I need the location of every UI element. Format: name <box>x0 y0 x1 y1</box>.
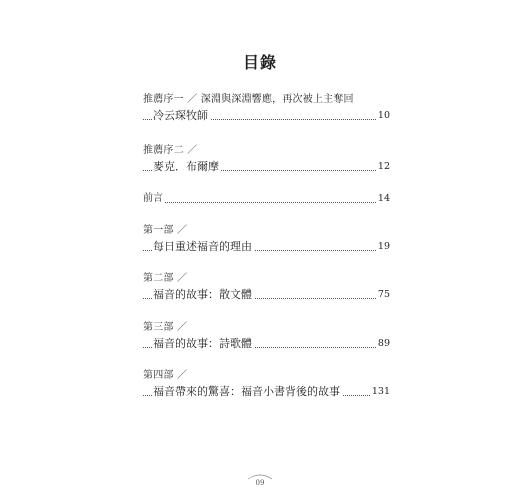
toc-section-part-3 <box>143 321 390 351</box>
toc-section-heading: 第一部 ／ <box>143 225 188 236</box>
toc-entry-label: 福音帶來的驚喜：福音小書背後的故事 <box>153 385 340 398</box>
toc-section-heading: 推薦序一 ／ 深淵與深淵響應，再次被上主奪回 <box>143 94 354 105</box>
toc-entry-page: 131 <box>371 386 390 397</box>
toc-entry[interactable] <box>143 191 390 206</box>
toc-entry[interactable] <box>143 108 390 123</box>
toc-entry-label: 每日重述福音的理由 <box>153 240 252 253</box>
toc-section-heading: 第三部 ／ <box>143 322 188 333</box>
toc-section-part-1 <box>143 224 390 254</box>
toc-section-part-4 <box>143 369 390 399</box>
toc-entry-label: 福音的故事：詩歌體 <box>153 337 252 350</box>
toc-entry-page: 19 <box>377 241 390 252</box>
toc-entry-label: 福音的故事：散文體 <box>153 288 252 301</box>
toc-entry-label: 前言 <box>143 193 163 204</box>
toc-entry[interactable] <box>143 384 390 399</box>
toc-section-heading: 第四部 ／ <box>143 370 188 381</box>
toc-section-part-2 <box>143 272 390 302</box>
toc-entry-page: 89 <box>377 338 390 349</box>
toc-entry-page: 14 <box>377 193 390 204</box>
page-number: 09 <box>255 479 265 487</box>
toc-section-foreword-1 <box>143 93 390 123</box>
toc-entry-label: 冷云琛牧師 <box>153 109 208 122</box>
toc-entry-page: 75 <box>377 289 390 300</box>
dot-leader <box>143 202 390 203</box>
toc-section-heading: 第二部 ／ <box>143 273 188 284</box>
toc-entry-page: 10 <box>377 110 390 121</box>
toc-entry[interactable] <box>143 287 390 302</box>
toc-entry[interactable] <box>143 336 390 351</box>
toc-section-preface <box>143 191 390 206</box>
page-title: 目錄 <box>242 53 277 72</box>
page-footer <box>247 472 273 494</box>
toc-entry-label: 麥克．布爾摩 <box>153 160 219 173</box>
toc-entry-page: 12 <box>377 161 390 172</box>
toc-section-foreword-2 <box>143 144 390 174</box>
toc-entry[interactable] <box>143 159 390 174</box>
toc-entry[interactable] <box>143 239 390 254</box>
toc-section-heading: 推薦序二 ／ <box>143 145 198 156</box>
